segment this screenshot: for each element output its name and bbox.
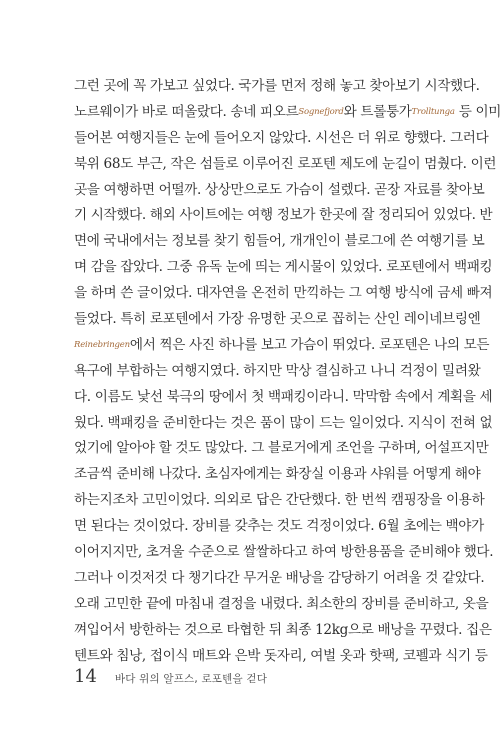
text-line: [74, 540, 494, 566]
text-line: [74, 359, 481, 385]
latin-term: Trolltunga: [411, 106, 455, 117]
text-segment: 텐트와 침낭, 접이식 매트와 은박 돗자리, 여벌 옷과 핫팩, 코펠과 식기 등: [74, 647, 488, 664]
text-line: [74, 488, 485, 514]
latin-term: Sognefjord: [298, 106, 344, 117]
text-segment: 등 이미: [454, 103, 501, 120]
text-segment: 조금씩 준비해 나갔다. 초심자에게는 화장실 이용과 샤워를 어떻게 해야: [74, 466, 481, 483]
text-line: [74, 126, 489, 152]
text-segment: 그런 곳에 꼭 가보고 싶었다. 국가를 먼저 정해 놓고 찾아보기 시작했다.: [74, 78, 480, 94]
text-segment: 었기에 알아야 할 것도 많았다. 그 블로거에게 조언을 구하며, 어설프지만: [74, 440, 489, 457]
text-line: [74, 411, 493, 437]
text-line: [74, 100, 501, 126]
text-segment: 웠다. 백패킹을 준비한다는 것은 품이 많이 드는 일이었다. 지식이 전혀 없: [74, 414, 493, 431]
text-segment: 곳을 여행하면 어떨까. 상상만으로도 가슴이 설렜다. 곧장 자료를 찾아보: [74, 181, 485, 198]
text-line: [74, 618, 492, 644]
text-line: [74, 333, 490, 359]
text-segment: 면 된다는 것이었다. 장비를 갖추는 것도 걱정이었다. 6월 초에는 백야가: [74, 518, 484, 535]
text-line: [74, 74, 480, 100]
text-line: [74, 436, 489, 462]
text-segment: 이어지지만, 초겨울 수준으로 쌀쌀하다고 하여 방한용품을 준비해야 했다.: [74, 544, 494, 561]
text-segment: 북위 68도 부근, 작은 섬들로 이루어진 로포텐 제도에 눈길이 멈췄다. 이런: [74, 155, 497, 172]
text-segment: 오래 고민한 끝에 마침내 결정을 내렸다. 최소한의 장비를 준비하고, 옷을: [74, 595, 489, 612]
text-segment: 하는지조차 고민이었다. 의외로 답은 간단했다. 한 번씩 캠핑장을 이용하: [74, 492, 485, 509]
text-line: [74, 566, 485, 592]
text-line: [74, 178, 485, 204]
text-segment: 와 트롤퉁가: [343, 103, 412, 120]
text-segment: 들어본 여행지들은 눈에 들어오지 않았다. 시선은 더 위로 향했다. 그러다: [74, 129, 489, 146]
text-line: [74, 385, 493, 411]
page-number: 14: [74, 666, 97, 687]
text-line: [74, 152, 497, 178]
text-segment: 며 감을 잡았다. 그중 유독 눈에 띄는 게시물이 있었다. 로포텐에서 백패킹: [74, 259, 493, 276]
text-line: [74, 592, 489, 618]
text-segment: 노르웨이가 바로 떠올랐다. 송네 피오르: [74, 103, 299, 120]
latin-term: Reinebringen: [74, 339, 130, 350]
text-segment: 기 시작했다. 해외 사이트에는 여행 정보가 한곳에 잘 정리되어 있었다. 반: [74, 207, 493, 224]
text-line: [74, 203, 493, 229]
text-line: [74, 255, 493, 281]
text-segment: 들었다. 특히 로포텐에서 가장 유명한 곳으로 꼽히는 산인 레이네브링엔: [74, 311, 481, 328]
text-segment: 껴입어서 방한하는 것으로 타협한 뒤 최종 12kg으로 배낭을 꾸렸다. 집은: [74, 621, 492, 638]
page-footer: [74, 666, 436, 696]
text-segment: 면에 국내에서는 정보를 찾기 힘들어, 개개인이 블로그에 쓴 여행기를 보: [74, 233, 485, 250]
text-segment: 그러나 이것저것 다 챙기다간 무거운 배낭을 감당하기 어려울 것 같았다.: [74, 569, 485, 586]
text-segment: 욕구에 부합하는 여행지였다. 하지만 막상 결심하고 나니 걱정이 밀려왔: [74, 362, 481, 379]
text-line: [74, 281, 493, 307]
running-title: 바다 위의 알프스, 로포텐을 걷다: [114, 673, 268, 685]
body-text: [74, 74, 501, 669]
text-segment: 다. 이름도 낯선 북극의 땅에서 첫 백패킹이라니. 막막함 속에서 계획을 세: [74, 388, 493, 405]
text-line: [74, 307, 481, 333]
text-segment: 을 하며 쓴 글이었다. 대자연을 온전히 만끽하는 그 여행 방식에 금세 빠져: [74, 285, 493, 302]
text-line: [74, 514, 484, 540]
text-segment: 에서 찍은 사진 하나를 보고 가슴이 뛰었다. 로포텐은 나의 모든: [129, 336, 490, 353]
text-line: [74, 229, 485, 255]
text-line: [74, 462, 481, 488]
